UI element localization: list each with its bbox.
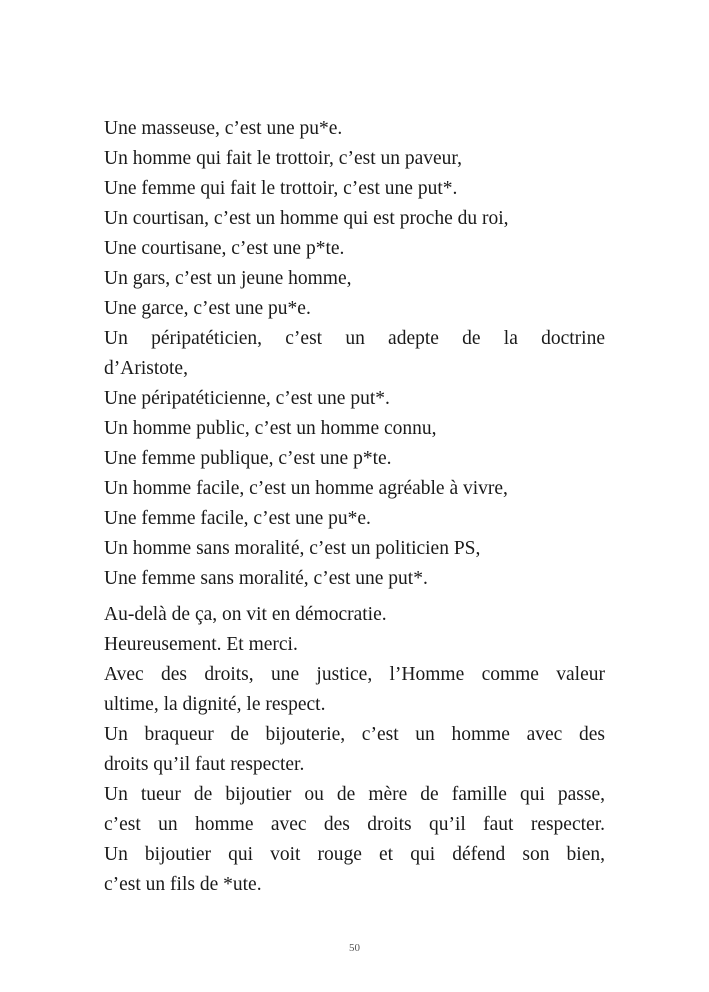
page-body — [104, 114, 605, 900]
text-line: Une femme publique, c’est une p*te. — [104, 448, 392, 469]
text-line: c’est un homme avec des droits qu’il faut respecter. — [104, 814, 605, 835]
text-line: Un courtisan, c’est un homme qui est proche du roi, — [104, 208, 509, 229]
text-line: Un homme public, c’est un homme connu, — [104, 418, 437, 439]
text-line: Un gars, c’est un jeune homme, — [104, 268, 352, 289]
text-line: Une garce, c’est une pu*e. — [104, 298, 311, 319]
text-line: Une femme qui fait le trottoir, c’est une put*. — [104, 178, 458, 199]
text-line: Une femme sans moralité, c’est une put*. — [104, 568, 428, 589]
text-line: droits qu’il faut respecter. — [104, 754, 305, 775]
text-line: d’Aristote, — [104, 358, 188, 379]
text-line: Un homme facile, c’est un homme agréable à vivre, — [104, 478, 508, 499]
text-line: Une masseuse, c’est une pu*e. — [104, 118, 343, 139]
text-line: Un péripatéticien, c’est un adepte de la doctrine — [104, 328, 605, 349]
page-number: 50 — [349, 942, 360, 954]
text-line: Une courtisane, c’est une p*te. — [104, 238, 345, 259]
stanza-2 — [104, 600, 605, 900]
text-line: Heureusement. Et merci. — [104, 634, 298, 655]
text-line: Une péripatéticienne, c’est une put*. — [104, 388, 390, 409]
text-line: Un homme qui fait le trottoir, c’est un paveur, — [104, 148, 463, 169]
text-line: Un bijoutier qui voit rouge et qui défend son bien, — [104, 844, 605, 865]
text-line: c’est un fils de *ute. — [104, 874, 262, 895]
text-line: Un braqueur de bijouterie, c’est un homme avec des — [104, 724, 605, 745]
text-line: ultime, la dignité, le respect. — [104, 694, 326, 715]
stanza-1 — [104, 114, 605, 594]
text-line: Avec des droits, une justice, l’Homme comme valeur — [104, 664, 605, 685]
text-line: Un homme sans moralité, c’est un politicien PS, — [104, 538, 481, 559]
text-line: Une femme facile, c’est une pu*e. — [104, 508, 371, 529]
text-line: Au-delà de ça, on vit en démocratie. — [104, 604, 387, 625]
text-line: Un tueur de bijoutier ou de mère de famille qui passe, — [104, 784, 605, 805]
